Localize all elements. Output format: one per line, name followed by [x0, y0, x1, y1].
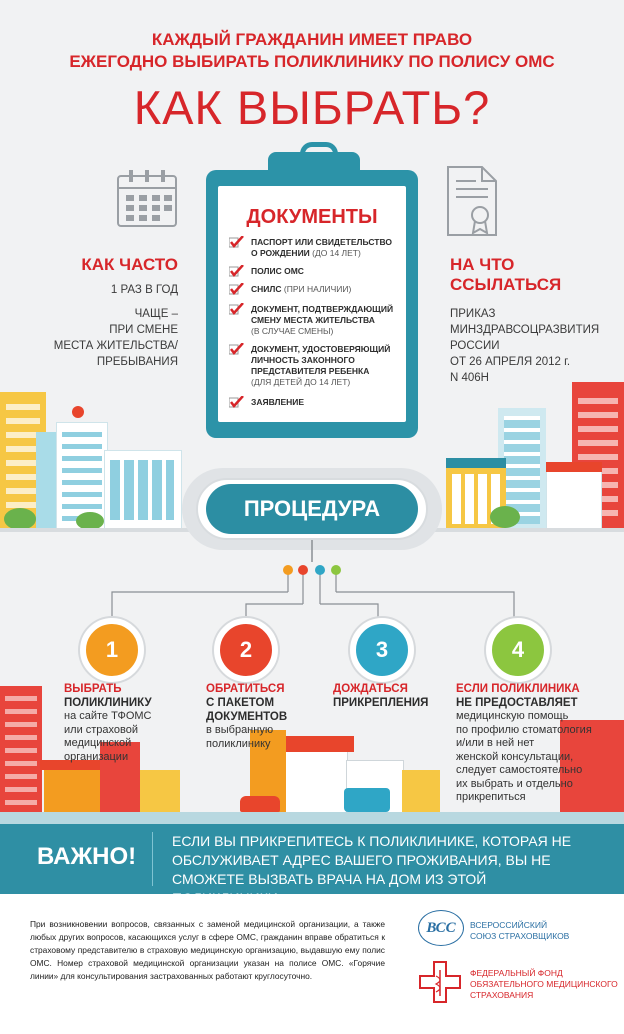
- step-2-circle: 2: [214, 618, 278, 682]
- checkmark-icon: [229, 343, 244, 355]
- document-item-text: ПОЛИС ОМС: [251, 266, 304, 276]
- important-text-line: СМОЖЕТЕ ВЫЗВАТЬ ВРАЧА НА ДОМ ИЗ ЭТОЙ: [172, 871, 487, 887]
- reference-line3: РОССИИ: [450, 340, 500, 352]
- page-title: КАК ВЫБРАТЬ?: [133, 81, 491, 134]
- document-item-subtext: (В СЛУЧАЕ СМЕНЫ): [251, 326, 334, 336]
- step-4-title-line1: ЕСЛИ ПОЛИКЛИНИКА: [456, 683, 580, 695]
- reference-heading-line2: ССЫЛАТЬСЯ: [450, 275, 562, 294]
- clipboard-clip: [268, 152, 360, 188]
- important-text-line: ЕСЛИ ВЫ ПРИКРЕПИТЕСЬ К ПОЛИКЛИНИКЕ, КОТОРАЯ НЕ: [172, 833, 572, 849]
- step-1-line: на сайте ТФОМС: [64, 710, 152, 722]
- documents-title: ДОКУМЕНТЫ: [246, 206, 378, 228]
- step-4-circle: 4: [486, 618, 550, 682]
- step-2-description: [206, 724, 326, 751]
- how-often-line1: 1 РАЗ В ГОД: [110, 284, 178, 296]
- footer-note: При возникновении вопросов, связанных с заменой медицинской организации, а также любых других вопросов, касающихся услуг в сфере ОМС, гражданин вправе обратиться к страховому представителю в страховую медицинскую организацию, выдавшую ему полис ОМС. Номер страховой медицинской организации указан на полисе ОМС. «Горячие линии» для консультирования застрахованных работают круглосуточно.: [30, 919, 385, 981]
- org2-line3: СТРАХОВАНИЯ: [470, 990, 534, 1000]
- reference-line1: ПРИКАЗ: [450, 308, 496, 320]
- step-2-title-line2: С ПАКЕТОМ: [206, 697, 275, 709]
- step-2-title-line1: ОБРАТИТЬСЯ: [206, 683, 285, 695]
- step-1-description: [64, 710, 204, 764]
- headline-line1: КАЖДЫЙ ГРАЖДАНИН ИМЕЕТ ПРАВО: [151, 30, 473, 49]
- important-text-line: ОБСЛУЖИВАЕТ АДРЕС ВАШЕГО ПРОЖИВАНИЯ, ВЫ НЕ: [172, 852, 551, 868]
- step-4-line: следует самостоятельно: [456, 764, 583, 776]
- step-1-title-line2: ПОЛИКЛИНИКУ: [64, 697, 152, 709]
- org2-line2: ОБЯЗАТЕЛЬНОГО МЕДИЦИНСКОГО: [470, 979, 618, 989]
- how-often-heading: КАК ЧАСТО: [81, 255, 178, 274]
- checkmark-icon: [229, 303, 244, 315]
- document-item-subtext: (ДО 14 ЛЕТ): [312, 248, 361, 258]
- procedure-label: ПРОЦЕДУРА: [206, 484, 418, 534]
- step-4-line: прикрепиться: [456, 791, 526, 803]
- bus-icon: [344, 788, 390, 812]
- step-4-line: женской консультации,: [456, 750, 574, 763]
- checkmark-icon: [229, 396, 244, 408]
- step-4-line: медицинскую помощь: [456, 710, 569, 722]
- org2-line1: ФЕДЕРАЛЬНЫЙ ФОНД: [470, 968, 563, 978]
- step-3-title-line2: ПРИКРЕПЛЕНИЯ: [333, 697, 429, 709]
- step-2-title-line3: ДОКУМЕНТОВ: [206, 711, 288, 723]
- calendar-icon: [114, 168, 182, 230]
- checkmark-icon: [229, 283, 244, 295]
- document-item-subtext: (ДЛЯ ДЕТЕЙ ДО 14 ЛЕТ): [251, 377, 351, 387]
- step-4-line: и/или в ней нет: [456, 737, 535, 749]
- ffoms-emblem-icon: [418, 960, 462, 1004]
- step-4-line: по профилю стоматология: [456, 723, 592, 736]
- org1-line1: ВСЕРОССИЙСКИЙ: [470, 920, 548, 930]
- headline-line2: ЕЖЕГОДНО ВЫБИРАТЬ ПОЛИКЛИНИКУ ПО ПОЛИСУ ОМС: [69, 52, 555, 71]
- step-1-title-line1: ВЫБРАТЬ: [64, 683, 122, 695]
- document-item-text: ПРЕДСТАВИТЕЛЯ РЕБЕНКА: [251, 366, 370, 376]
- document-item-text: ПАСПОРТ ИЛИ СВИДЕТЕЛЬСТВО: [251, 237, 393, 247]
- document-item-text: ЛИЧНОСТЬ ЗАКОННОГО: [251, 355, 355, 365]
- checkmark-icon: [229, 265, 244, 277]
- step-1-circle: 1: [80, 618, 144, 682]
- step-3-title-line1: ДОЖДАТЬСЯ: [333, 683, 408, 695]
- step-4-description: [456, 710, 616, 805]
- certificate-document-icon: [444, 165, 500, 237]
- step-4-line: их выбрать и отдельно: [456, 777, 573, 790]
- important-label: ВАЖНО!: [37, 843, 137, 870]
- how-often-line3: ПРИ СМЕНЕ: [109, 324, 178, 336]
- reference-line2: МИНЗДРАВСОЦРАЗВИТИЯ: [450, 324, 600, 336]
- reference-heading-line1: НА ЧТО: [450, 255, 515, 274]
- checkmark-icon: [229, 236, 244, 248]
- car-icon: [240, 796, 280, 812]
- step-4-title-line2: НЕ ПРЕДОСТАВЛЯЕТ: [456, 697, 578, 709]
- how-often-line4: МЕСТА ЖИТЕЛЬСТВА/: [53, 340, 178, 352]
- document-item-text: О РОЖДЕНИИ: [251, 248, 310, 258]
- step-3-circle: 3: [350, 618, 414, 682]
- document-item-text: ДОКУМЕНТ, ПОДТВЕРЖДАЮЩИЙ: [251, 304, 394, 314]
- document-item-subtext: (ПРИ НАЛИЧИИ): [283, 284, 352, 294]
- org1-line2: СОЮЗ СТРАХОВЩИКОВ: [470, 931, 570, 941]
- step-1-line: организации: [64, 750, 129, 763]
- document-item-text: СНИЛС: [251, 284, 282, 294]
- reference-line4: ОТ 26 АПРЕЛЯ 2012 г.: [450, 356, 571, 368]
- reference-line5: N 406Н: [450, 372, 489, 384]
- document-item-text: ЗАЯВЛЕНИЕ: [251, 397, 305, 407]
- step-2-line: в выбранную: [206, 724, 274, 736]
- step-1-line: или страховой: [64, 723, 139, 736]
- step-2-line: поликлинику: [206, 737, 271, 750]
- how-often-line5: ПРЕБЫВАНИЯ: [96, 356, 178, 368]
- vss-logo: ВСС: [418, 910, 464, 946]
- document-item-text: СМЕНУ МЕСТА ЖИТЕЛЬСТВА: [251, 315, 375, 325]
- procedure-connector-lines: [0, 540, 624, 630]
- document-item-text: ДОКУМЕНТ, УДОСТОВЕРЯЮЩИЙ: [251, 344, 391, 354]
- how-often-line2: ЧАЩЕ –: [134, 308, 178, 320]
- banner-divider: [152, 832, 153, 886]
- step-1-line: медицинской: [64, 737, 132, 749]
